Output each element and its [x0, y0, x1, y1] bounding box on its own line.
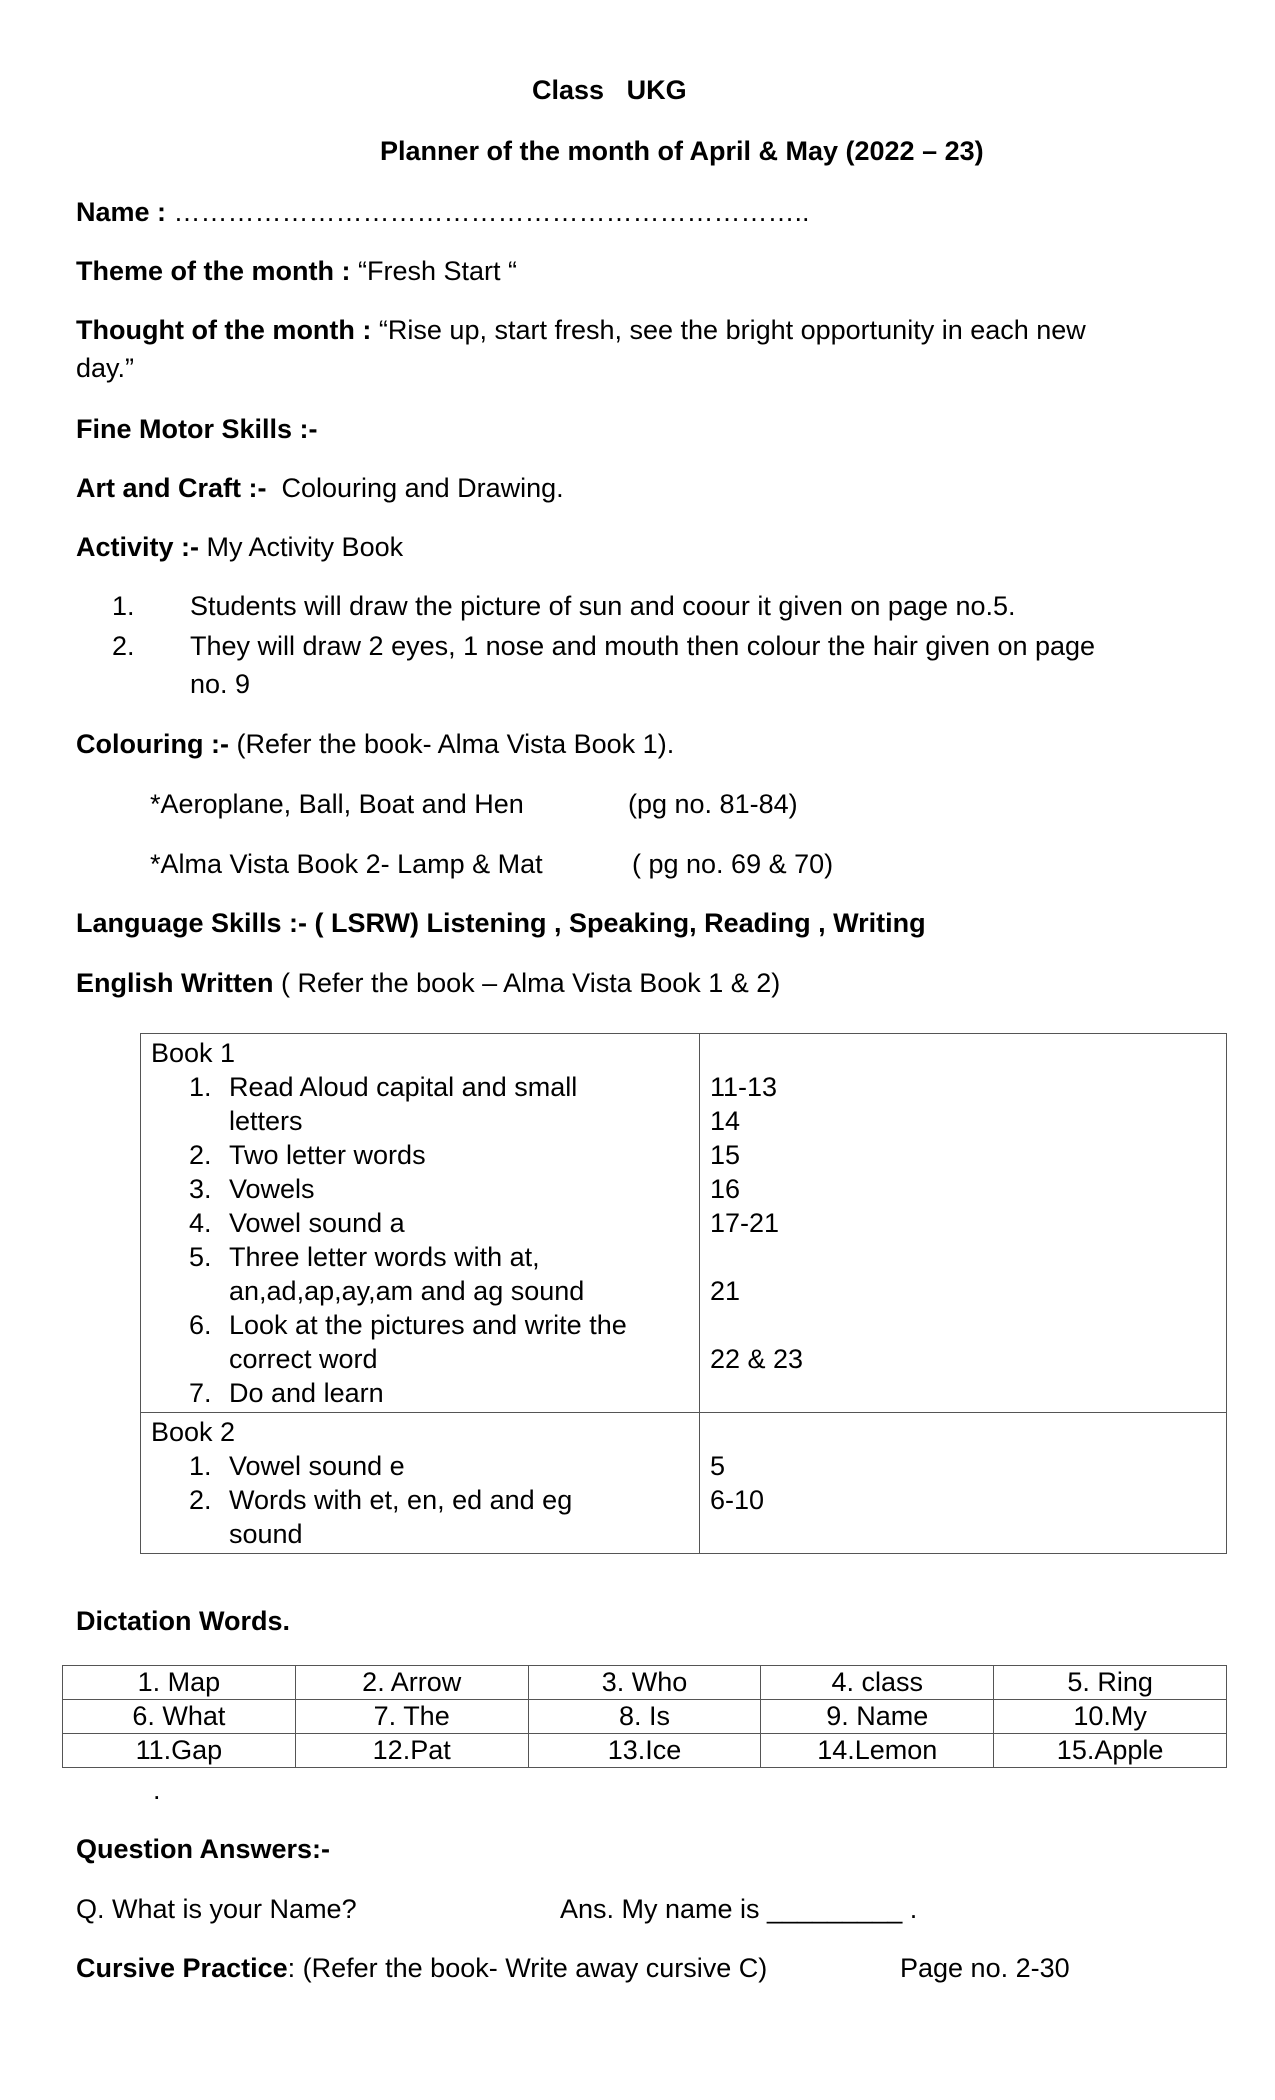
table-cell: 13.Ice — [528, 1734, 761, 1768]
activity-item-text: They will draw 2 eyes, 1 nose and mouth then colour the hair given on page — [190, 631, 1096, 661]
list-item-number: 1. — [189, 1451, 212, 1481]
planner-title: Planner of the month of April & May (2022 – 23) — [380, 136, 984, 166]
table-row — [63, 1734, 1227, 1768]
table-cell: 5. Ring — [994, 1666, 1227, 1700]
page-ref: 6-10 — [710, 1485, 765, 1515]
book-2-pages — [700, 1413, 1227, 1554]
colouring-value: (Refer the book- Alma Vista Book 1). — [236, 729, 675, 759]
activity-item-continuation: no. 9 — [190, 669, 251, 699]
list-item-text: Read Aloud capital and small letters — [229, 1072, 578, 1136]
list-item — [151, 1449, 689, 1483]
page-ref: 22 & 23 — [710, 1344, 804, 1374]
list-item-number: 2. — [189, 1485, 212, 1515]
class-heading — [532, 74, 687, 108]
answer-text: Ans. My name is _________ . — [560, 1894, 918, 1924]
cursive-value: : (Refer the book- Write away cursive C) — [287, 1953, 768, 1983]
book-title: Book 1 — [151, 1038, 236, 1068]
page-ref: 11-13 — [710, 1072, 778, 1102]
list-item-number: 5. — [189, 1242, 212, 1272]
theme-line — [76, 255, 517, 289]
list-item-number: 7. — [189, 1378, 212, 1408]
colouring-item-1: *Aeroplane, Ball, Boat and Hen — [150, 789, 524, 819]
theme-value: “Fresh Start “ — [358, 256, 518, 286]
book-1-topics — [141, 1034, 700, 1413]
list-item-number: 4. — [189, 1208, 212, 1238]
table-cell: 10.My — [994, 1700, 1227, 1734]
table-row — [63, 1700, 1227, 1734]
list-item-text: Two letter words — [229, 1140, 426, 1170]
colouring-item-2: *Alma Vista Book 2- Lamp & Mat — [150, 849, 543, 879]
english-written-value: ( Refer the book – Alma Vista Book 1 & 2) — [281, 968, 781, 998]
list-item-number: 2. — [189, 1140, 212, 1170]
list-item — [151, 1376, 689, 1410]
page-ref: 14 — [710, 1106, 741, 1136]
table-cell: 11.Gap — [63, 1734, 296, 1768]
list-item-text: Vowel sound e — [229, 1451, 405, 1481]
english-written-label: English Written — [76, 968, 274, 998]
list-item — [151, 1483, 624, 1551]
colouring-line — [76, 728, 674, 762]
book-2-topics — [141, 1413, 700, 1554]
table-cell: 9. Name — [761, 1700, 994, 1734]
cursive-pages: Page no. 2-30 — [900, 1953, 1070, 1983]
list-item — [151, 1138, 689, 1172]
table-cell: 14.Lemon — [761, 1734, 994, 1768]
theme-label: Theme of the month : — [76, 256, 351, 286]
list-item — [151, 1070, 624, 1138]
colouring-item-1-pages: (pg no. 81-84) — [628, 789, 798, 819]
class-value: UKG — [626, 75, 687, 105]
table-row — [141, 1034, 1227, 1413]
english-books-table — [140, 1033, 1227, 1554]
table-row — [141, 1413, 1227, 1554]
table-row — [63, 1666, 1227, 1700]
list-item-text: Vowel sound a — [229, 1208, 405, 1238]
class-label: Class — [532, 75, 605, 105]
list-item-text: Three letter words with at, an,ad,ap,ay,am and ag sound — [229, 1242, 585, 1306]
colouring-label: Colouring :- — [76, 729, 229, 759]
activity-line — [76, 531, 403, 565]
thought-label: Thought of the month : — [76, 315, 372, 345]
table-cell: 4. class — [761, 1666, 994, 1700]
list-item — [151, 1172, 689, 1206]
list-item — [151, 1308, 669, 1376]
list-item-number: 1. — [189, 1072, 212, 1102]
table-cell: 12.Pat — [295, 1734, 528, 1768]
name-label: Name : — [76, 197, 167, 227]
activity-item-number: 2. — [112, 631, 135, 661]
list-item-text: Look at the pictures and write the correct word — [229, 1310, 627, 1374]
table-cell: 8. Is — [528, 1700, 761, 1734]
activity-label: Activity :- — [76, 532, 200, 562]
table-cell: 2. Arrow — [295, 1666, 528, 1700]
page-ref: 16 — [710, 1174, 741, 1204]
dictation-heading: Dictation Words. — [76, 1606, 291, 1636]
book-title: Book 2 — [151, 1417, 236, 1447]
activity-value: My Activity Book — [206, 532, 404, 562]
table-cell: 6. What — [63, 1700, 296, 1734]
art-craft-label: Art and Craft :- — [76, 473, 267, 503]
list-item — [151, 1240, 624, 1308]
art-craft-line — [76, 472, 564, 506]
name-line — [76, 196, 810, 230]
language-skills-heading: Language Skills :- ( LSRW) Listening , Speaking, Reading , Writing — [76, 908, 926, 938]
page-ref: 21 — [710, 1276, 741, 1306]
cursive-practice-line — [76, 1952, 767, 1986]
page-ref: 5 — [710, 1451, 726, 1481]
page-ref: 17-21 — [710, 1208, 780, 1238]
stray-mark: . — [153, 1775, 161, 1805]
book-1-pages — [700, 1034, 1227, 1413]
table-cell: 7. The — [295, 1700, 528, 1734]
list-item-text: Do and learn — [229, 1378, 384, 1408]
activity-item-number: 1. — [112, 591, 135, 621]
table-cell: 3. Who — [528, 1666, 761, 1700]
art-craft-value: Colouring and Drawing. — [281, 473, 564, 503]
table-cell: 15.Apple — [994, 1734, 1227, 1768]
fine-motor-heading: Fine Motor Skills :- — [76, 414, 318, 444]
thought-line — [76, 314, 1086, 348]
list-item-number: 6. — [189, 1310, 212, 1340]
cursive-label: Cursive Practice — [76, 1953, 288, 1983]
thought-continuation: day.” — [76, 353, 135, 383]
name-dots: …………………………………………………………….. — [173, 197, 810, 227]
list-item-number: 3. — [189, 1174, 212, 1204]
list-item-text: Vowels — [229, 1174, 315, 1204]
table-cell: 1. Map — [63, 1666, 296, 1700]
list-item — [151, 1206, 689, 1240]
activity-item-text: Students will draw the picture of sun and coour it given on page no.5. — [190, 591, 1016, 621]
question-answers-heading: Question Answers:- — [76, 1834, 331, 1864]
thought-value: “Rise up, start fresh, see the bright opportunity in each new — [378, 315, 1086, 345]
colouring-item-2-pages: ( pg no. 69 & 70) — [632, 849, 834, 879]
dictation-table — [62, 1665, 1227, 1768]
question-text: Q. What is your Name? — [76, 1894, 357, 1924]
page-ref: 15 — [710, 1140, 741, 1170]
list-item-text: Words with et, en, ed and eg sound — [229, 1485, 573, 1549]
english-written-line — [76, 967, 780, 1001]
